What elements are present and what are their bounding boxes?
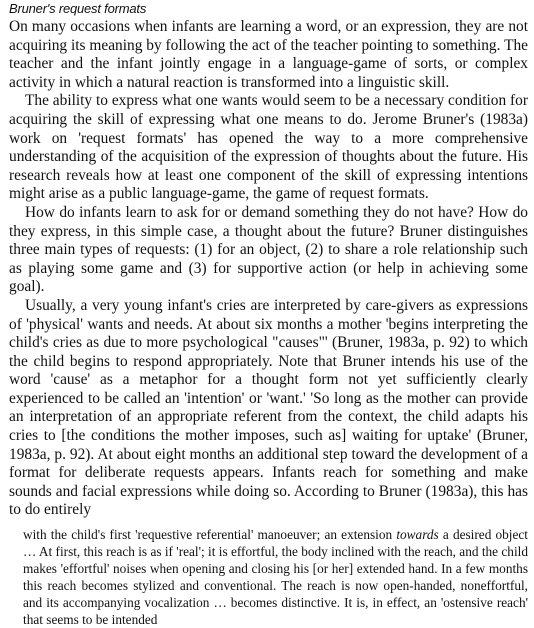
- paragraph-cries: Usually, a very young infant's cries are interpreted by care-givers as expressions of 'physical' wants and needs. At about six months a mother 'begins interpreting the child's cries as due to more psychological "causes"' (Bruner, 1983a, p. 92) to which the child begins to respond appropriately. Note that Bruner intends his use of the word 'cause' as a metaphor for a thought form not yet sufficiently clearly experienced to be called an 'intention' or 'want.' 'So long as the mother can provide an interpretation of an appropriate referent from the context, the child adapts his cries to [the conditions the mother imposes, such as] waiting for uptake' (Bruner, 1983a, p. 92). At about eight months an additional step toward the development of a format for deliberate requests appears. Infants reach for something and make sounds and facial expressions while doing so. According to Bruner (1983a), this has to do entirely: [9, 296, 528, 519]
- paragraph-ability: The ability to express what one wants would seem to be a necessary condition for acquiring the skill of expressing what one means to do. Jerome Bruner's (1983a) work on 'request formats' has opened the way to a more comprehensive understanding of the acquisition of the expression of thoughts about the future. His research reveals how at least one component of the skill of expressing intentions might arise as a public language-game, the game of request formats.: [9, 92, 528, 203]
- quote-text-after: a desired object … At first, this reach is as if 'real'; it is effortful, the body inclined with the reach, and the child makes 'effortful' noises when opening and closing his [or her] extended hand. In a few months this reach becomes stylized and conventional. The reach is now open-handed, noneffortful, and its accompanying vocalization … becomes distinctive. It is, in effect, an 'ostensive reach' that seems to be intended: [23, 527, 528, 628]
- section-title: Bruner's request formats: [9, 1, 147, 16]
- block-quote: [23, 526, 528, 628]
- paragraph-intro: On many occasions when infants are learning a word, or an expression, they are not acquiring its meaning by following the act of the teacher pointing to something. The teacher and the infant jointly engage in a language-game of sorts, or complex activity in which a natural reaction is transformed into a linguistic skill.: [9, 18, 528, 91]
- quote-text-before: with the child's first 'requestive referential' manoeuver; an extension: [23, 527, 397, 543]
- paragraph-requests: How do infants learn to ask for or demand something they do not have? How do they express, in this simple case, a thought about the future? Bruner distinguishes three main types of requests: (1) for an object, (2) to share a role relationship such as playing some game and (3) for supportive action (or help in achieving some goal).: [9, 203, 528, 296]
- quote-emphasis: towards: [396, 527, 439, 543]
- document-page: [9, 0, 528, 628]
